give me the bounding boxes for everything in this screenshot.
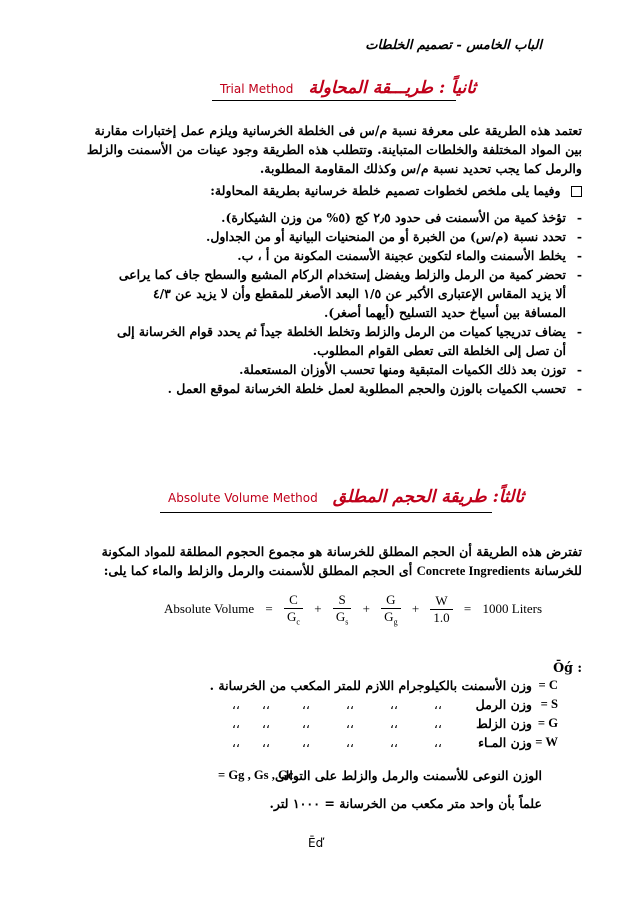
step-line: تؤخذ كمية من الأسمنت فى حدود ٢٫٥ كج (٥% من وزن الشيكارة). [221, 210, 566, 225]
steps-list [42, 208, 582, 398]
paragraph-fragment: للخرسانة [534, 563, 582, 578]
ditto-mark: ،، [433, 716, 442, 731]
ditto-mark: ،، [231, 735, 240, 750]
step-line: يضاف تدريجيا كميات من الرمل والزلط وتخلط الخلطة جيداً ثم يحدد قوام الخرسانة إلى [117, 324, 566, 339]
definition-symbol: = W [535, 735, 558, 749]
ditto-mark: ،، [231, 716, 240, 731]
step-line: تحدد نسبة (م/س) من الخبرة أو من المنحنيات البيانية أو من الجداول. [206, 229, 566, 244]
formula-equals: = [265, 601, 273, 617]
dash-bullet-icon: - [576, 267, 582, 282]
specific-gravity-symbols: = Gg , Gs , Gc [218, 768, 294, 782]
list-item [42, 208, 582, 227]
paragraph-line: والرمل كما يجب تحديد نسبة م/س وكذلك المقاومة المطلوبة. [259, 161, 582, 176]
list-item [42, 227, 582, 246]
dash-bullet-icon: - [576, 324, 582, 339]
dash-bullet-icon: - [576, 381, 582, 396]
ditto-mark: ،، [261, 697, 270, 712]
definition-row [0, 697, 638, 716]
ditto-mark: ،، [301, 716, 310, 731]
checkbox-bullet-icon [571, 186, 582, 197]
list-item [42, 246, 582, 265]
step-line: تحسب الكميات بالوزن والحجم المطلوبة لعمل خلطة الخرسانة لموقع العمل . [167, 381, 566, 396]
ditto-mark: ،، [345, 735, 354, 750]
variable-definitions [0, 678, 638, 758]
definition-text: وزن الرمل [475, 697, 532, 712]
step-line: تحضر كمية من الرمل والزلط ويفضل إستخدام الركام المشبع والسطح جاف كما يراعى [118, 267, 566, 282]
definition-symbol: = C [538, 678, 558, 692]
paragraph-line: تفترض هذه الطريقة أن الحجم المطلق للخرسانة هو مجموع الحجوم المطلقة للمواد المكونة [101, 544, 582, 559]
ditto-mark: ،، [433, 735, 442, 750]
definition-row [0, 716, 638, 735]
ditto-mark: ،، [261, 735, 270, 750]
paragraph-line: بين المواد المختلفة والخلطات المتباينة. وتتطلب هذه الطريقة وجود عينات من الأسمنت والزلط [86, 142, 582, 157]
ditto-mark: ،، [389, 735, 398, 750]
step-line: توزن بعد ذلك الكميات المتبقية ومنها تحسب الأوزان المستعملة. [239, 362, 566, 377]
formula-lhs: Absolute Volume [164, 601, 255, 617]
ditto-mark: ،، [261, 716, 270, 731]
ditto-mark: ،، [433, 697, 442, 712]
list-item [42, 265, 582, 322]
section3-title-ar: ثالثاً: طريقة الحجم المطلق [332, 487, 525, 507]
section2-title-ar: ثانياً : طريـــقة المحاولة [308, 78, 477, 98]
paragraph-fragment: أى الحجم المطلق للأسمنت والرمل والزلط والماء كما يلى: [103, 563, 413, 578]
concrete-ingredients-term: Concrete Ingredients [416, 564, 530, 578]
step-line: أن تصل إلى الخلطة التى تعطى القوام المطلوب. [312, 343, 566, 358]
steps-intro-text: وفيما يلى ملخص لخطوات تصميم خلطة خرسانية بطريقة المحاولة: [210, 183, 561, 198]
absolute-volume-formula [160, 592, 543, 627]
plus-sign: + [362, 601, 370, 617]
formula-term-cement: $\frac{C}{G_c}$ [284, 592, 303, 627]
section3-underline [160, 512, 492, 513]
volume-note: علماً بأن واحد متر مكعب من الخرسانة = ١٠٠٠ لتر. [269, 796, 542, 811]
step-line: يخلط الأسمنت والماء لتكوين عجينة الأسمنت المكونة من أ ، ب. [237, 248, 566, 263]
ditto-mark: ،، [345, 716, 354, 731]
ditto-mark: ،، [345, 697, 354, 712]
step-line: ألا يزيد المقاس الإعتبارى الأكبر عن ١/٥ البعد الأصغر للمقطع وأن لا يزيد عن ٤/٣ [152, 286, 566, 301]
definition-text: وزن المـاء [478, 735, 532, 750]
paragraph-line [42, 561, 582, 581]
step-line: المسافة بين أسياخ حديد التسليح (أيهما أصغر). [324, 305, 566, 320]
definition-symbol: = G [537, 716, 558, 730]
section2-title-en: Trial Method [220, 82, 294, 96]
steps-intro [42, 181, 582, 200]
section3-heading [168, 487, 525, 507]
list-item [42, 322, 582, 360]
definition-row [0, 678, 638, 697]
section3-title-en: Absolute Volume Method [168, 491, 318, 505]
section2-underline [212, 100, 456, 101]
plus-sign: + [411, 601, 420, 617]
where-label: : Ōǵ [553, 660, 582, 675]
section2-heading [220, 78, 477, 98]
section3-paragraph [42, 542, 582, 581]
formula-term-water: $\frac{W}{1.0}$ [430, 593, 452, 626]
dash-bullet-icon: - [576, 210, 582, 225]
specific-gravity-text: الوزن النوعى للأسمنت والرمل والزلط على التوالى [275, 768, 542, 783]
ditto-mark: ،، [389, 697, 398, 712]
paragraph-line: تعتمد هذه الطريقة على معرفة نسبة م/س فى الخلطة الخرسانية ويلزم عمل إختبارات مقارنة [94, 123, 582, 138]
list-item [42, 379, 582, 398]
section2-paragraph [42, 121, 582, 178]
plus-sign: + [314, 601, 322, 617]
dash-bullet-icon: - [576, 229, 582, 244]
ditto-mark: ،، [301, 697, 310, 712]
chapter-header: الباب الخامس - تصميم الخلطات [365, 38, 542, 53]
ditto-mark: ،، [301, 735, 310, 750]
list-item [42, 360, 582, 379]
definition-symbol: = S [540, 697, 558, 711]
specific-gravity-line [0, 768, 638, 788]
definition-text: وزن الزلط [476, 716, 532, 731]
formula-term-sand: $\frac{S}{G_s}$ [333, 592, 352, 627]
formula-term-gravel: $\frac{G}{G_g}$ [381, 592, 400, 627]
ditto-mark: ،، [231, 697, 240, 712]
page-number: Ēď [308, 836, 324, 850]
formula-rhs: 1000 Liters [482, 601, 543, 617]
definition-row [0, 735, 638, 754]
formula-equals: = [463, 601, 472, 617]
dash-bullet-icon: - [576, 362, 582, 377]
definition-text: وزن الأسمنت بالكيلوجرام اللازم للمتر المكعب من الخرسانة . [209, 678, 532, 693]
ditto-mark: ،، [389, 716, 398, 731]
dash-bullet-icon: - [576, 248, 582, 263]
